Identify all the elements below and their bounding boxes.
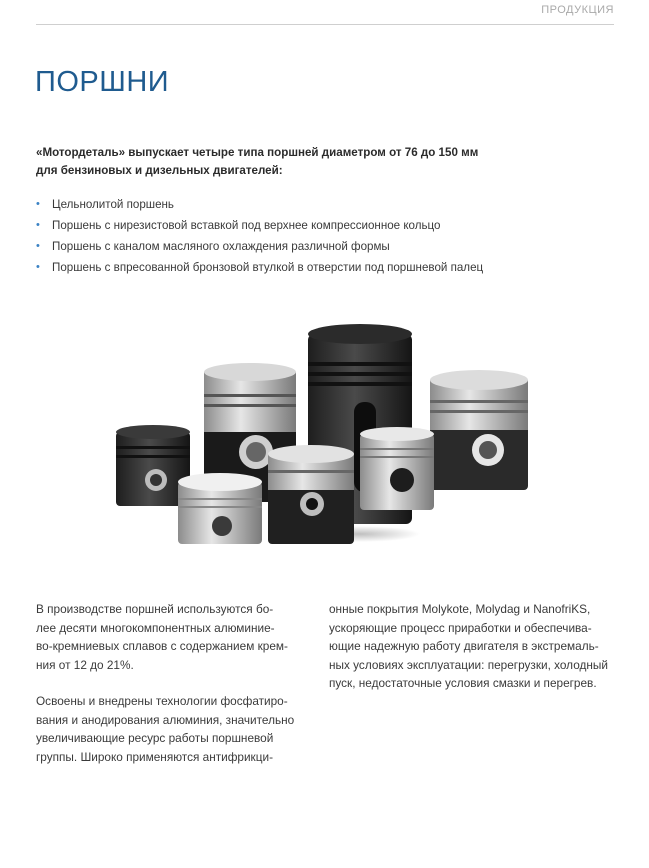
paragraph-alloys: В производстве поршней используются бо- лее десяти многокомпонентных алюминие- во-кремниевых сплавов с содержанием крем- ния от 12 до 21%.: [36, 602, 288, 672]
paragraph-coatings: онные покрытия Molykote, Molydag и NanofriKS, ускоряющие процесс приработки и обеспечива- ющие надежную работу двигателя в экстремаль- ных условиях эксплуатации: перегрузки, холодный пуск, недостаточные условия смазки и перегрев.: [329, 602, 608, 690]
pistons-photo: [110, 322, 550, 552]
intro-text: [36, 144, 506, 180]
list-item: • Поршень с впресованной бронзовой втулкой в отверстии под поршневой палец: [36, 257, 596, 278]
piston-right: [430, 370, 528, 490]
page-title: ПОРШНИ: [35, 66, 170, 98]
piston-front-left: [178, 473, 262, 544]
intro-line-2: для бензиновых и дизельных двигателей:: [36, 164, 283, 177]
body-column-left: [36, 600, 304, 784]
list-item: • Поршень с нирезистовой вставкой под верхнее компрессионное кольцо: [36, 215, 596, 236]
list-item: • Поршень с каналом масляного охлаждения различной формы: [36, 236, 596, 257]
list-item: • Цельнолитой поршень: [36, 194, 596, 215]
bullet-icon: •: [36, 261, 40, 273]
piston-types-list: [36, 194, 596, 278]
section-label: ПРОДУКЦИЯ: [541, 4, 614, 16]
intro-line-1: «Мотордеталь» выпускает четыре типа поршней диаметром от 76 до 150 мм: [36, 146, 479, 159]
paragraph-technologies: Освоены и внедрены технологии фосфатиро- вания и анодирования алюминия, значительно увеличивающие ресурс работы поршневой группы. Широко применяются антифрикци-: [36, 694, 295, 764]
bullet-icon: •: [36, 198, 40, 210]
body-column-right: [329, 600, 619, 711]
header-rule: [36, 24, 614, 25]
bullet-icon: •: [36, 219, 40, 231]
piston-center: [268, 445, 354, 544]
piston-small-silver: [360, 427, 434, 510]
bullet-icon: •: [36, 240, 40, 252]
